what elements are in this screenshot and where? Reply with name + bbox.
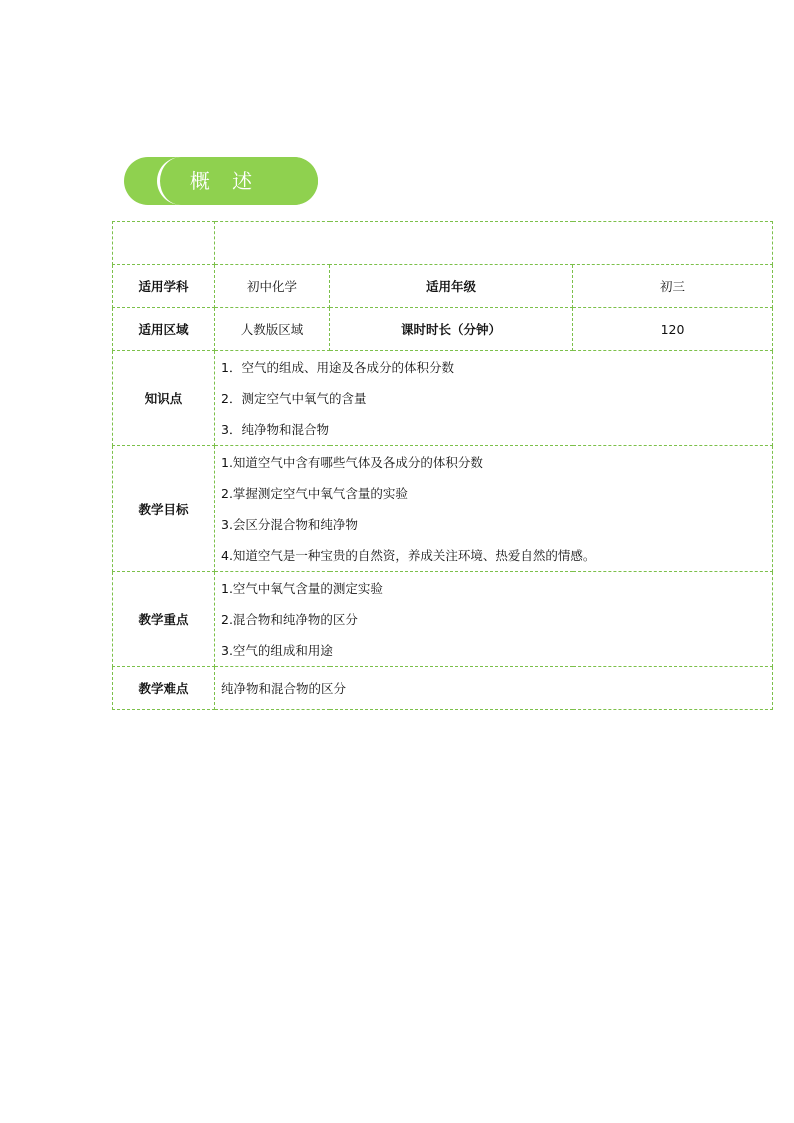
list-item: 2.掌握测定空气中氧气含量的实验 (221, 485, 408, 501)
list-item: 3．纯净物和混合物 (221, 421, 329, 437)
key-list (215, 572, 773, 667)
list-item: 1.空气中氧气含量的测定实验 (221, 580, 383, 596)
list-item: 1.知道空气中含有哪些气体及各成分的体积分数 (221, 454, 483, 470)
table-row-knowledge (113, 351, 773, 446)
goals-label: 教学目标 (113, 446, 215, 572)
table-row-goals (113, 446, 773, 572)
grade-label: 适用年级 (330, 265, 573, 308)
difficulty-label: 教学难点 (113, 667, 215, 710)
list-item: 1．空气的组成、用途及各成分的体积分数 (221, 359, 454, 375)
grade-value: 初三 (573, 265, 773, 308)
lesson-info-table (112, 221, 773, 710)
table-row-key-points (113, 572, 773, 667)
region-value: 人教版区域 (215, 308, 330, 351)
table-row-subject (113, 265, 773, 308)
list-item: 2．测定空气中氧气的含量 (221, 390, 367, 406)
key-label: 教学重点 (113, 572, 215, 667)
goals-list (215, 446, 773, 572)
duration-label: 课时时长（分钟） (330, 308, 573, 351)
duration-value: 120 (573, 308, 773, 351)
table-row-empty (113, 222, 773, 265)
empty-cell (113, 222, 215, 265)
region-label: 适用区域 (113, 308, 215, 351)
list-item: 4.知道空气是一种宝贵的自然资，养成关注环境、热爱自然的情感。 (221, 547, 596, 563)
subject-value: 初中化学 (215, 265, 330, 308)
difficulty-value: 纯净物和混合物的区分 (215, 667, 773, 710)
empty-cell (215, 222, 773, 265)
knowledge-list (215, 351, 773, 446)
table-row-region (113, 308, 773, 351)
knowledge-label: 知识点 (113, 351, 215, 446)
section-title: 概 述 (189, 169, 261, 193)
list-item: 3.空气的组成和用途 (221, 642, 333, 658)
list-item: 2.混合物和纯净物的区分 (221, 611, 358, 627)
list-item: 3.会区分混合物和纯净物 (221, 516, 358, 532)
table-row-difficulty (113, 667, 773, 710)
subject-label: 适用学科 (113, 265, 215, 308)
